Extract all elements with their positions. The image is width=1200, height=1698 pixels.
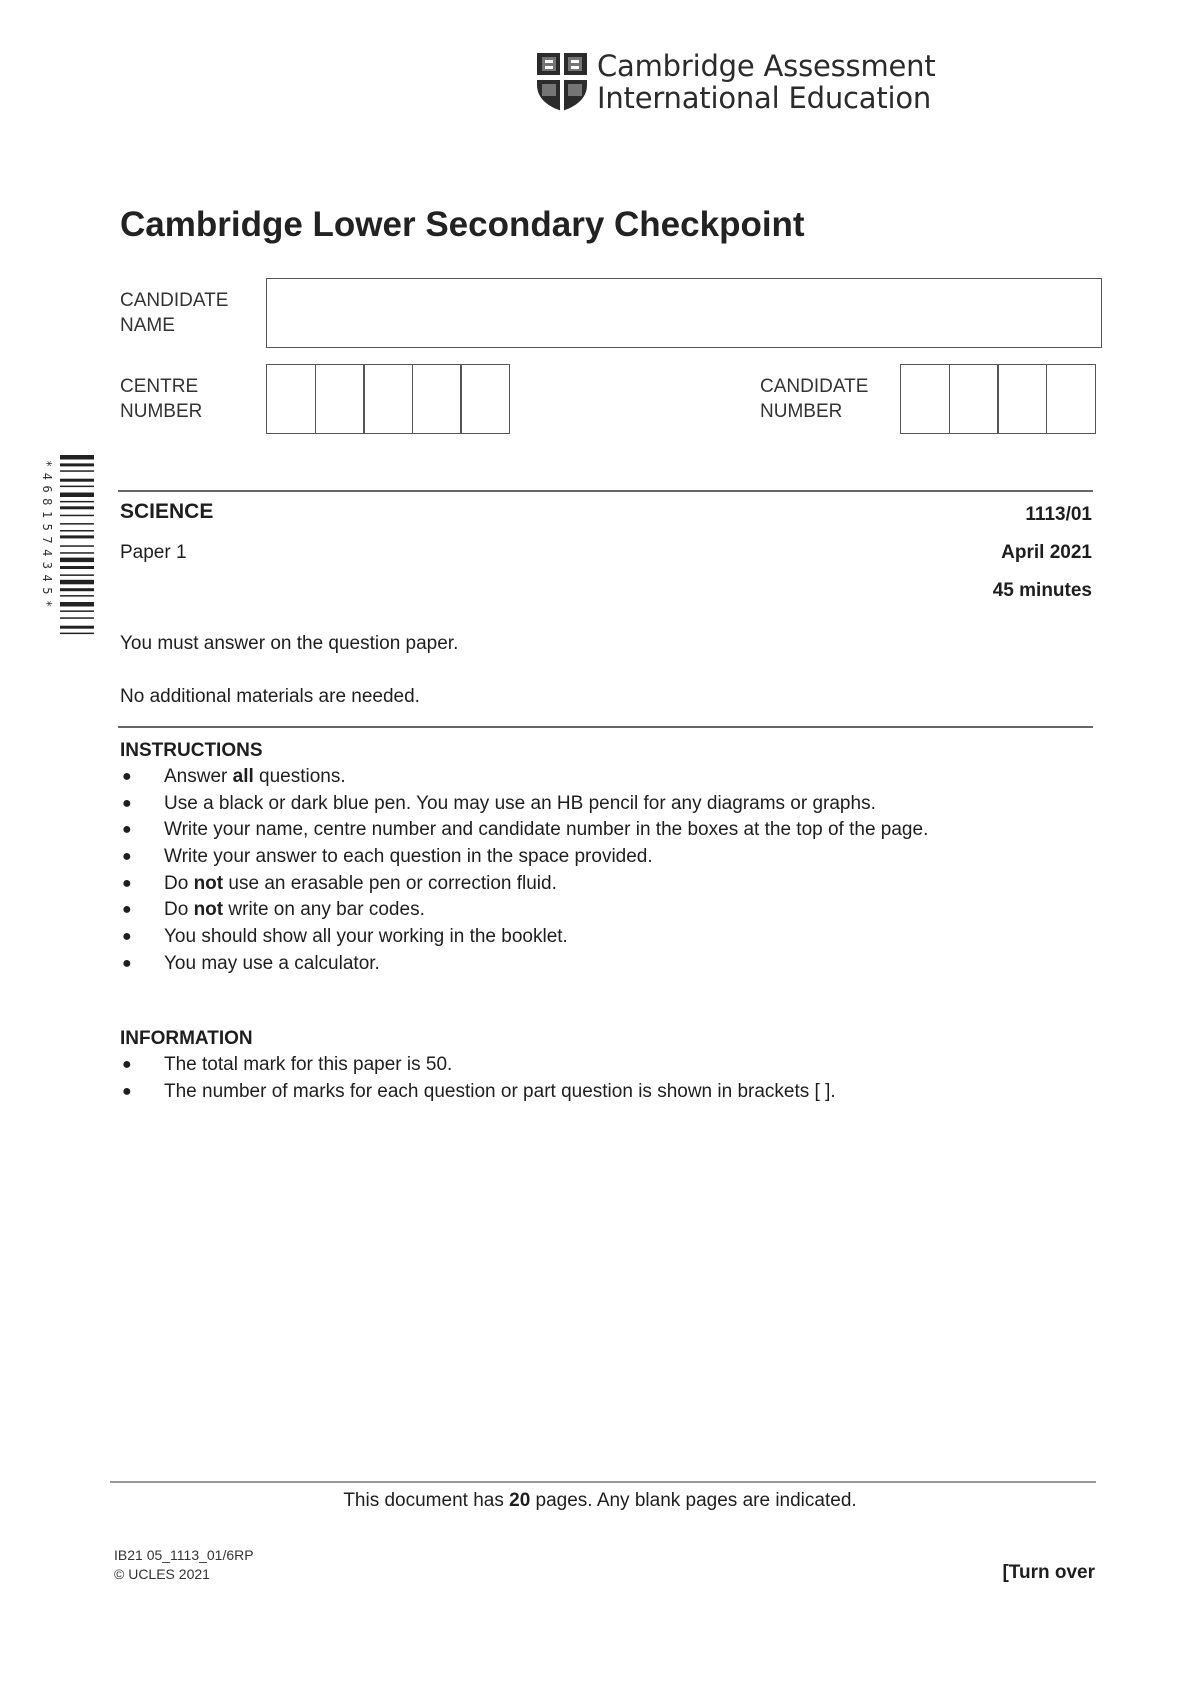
document-reference (114, 1546, 254, 1584)
barcode-bar (60, 626, 94, 629)
bullet-icon: ● (122, 848, 132, 866)
cambridge-logo (535, 50, 936, 114)
candidate-number-boxes[interactable] (900, 364, 1096, 434)
barcode-icon (38, 455, 98, 685)
paper-number: Paper 1 (120, 542, 187, 563)
centre-number-cell[interactable] (412, 364, 462, 434)
page-count-post: pages. Any blank pages are indicated. (530, 1490, 857, 1511)
barcode-bar (60, 580, 94, 585)
page-count-number: 20 (509, 1490, 531, 1511)
exam-date: April 2021 (1001, 542, 1092, 563)
exam-duration: 45 minutes (992, 580, 1092, 601)
instructions-item (120, 817, 928, 844)
page-count-note (0, 1490, 1200, 1512)
answer-on-paper-note: You must answer on the question paper. (120, 633, 459, 654)
instructions-heading: INSTRUCTIONS (120, 740, 263, 761)
barcode-bar (60, 479, 94, 482)
barcode-bar (60, 588, 94, 591)
bullet-icon: ● (122, 901, 132, 919)
information-item-text: The number of marks for each question or part question is shown in brackets [ ]. (164, 1080, 836, 1102)
instructions-item (120, 844, 928, 871)
barcode-bar (60, 558, 94, 563)
information-heading: INFORMATION (120, 1028, 253, 1049)
barcode-bar (60, 610, 94, 612)
candidate-number-cell[interactable] (997, 364, 1047, 434)
information-item (120, 1052, 836, 1079)
candidate-number-cell[interactable] (949, 364, 999, 434)
candidate-name-label (120, 288, 228, 338)
candidate-number-label-line-2: NUMBER (760, 401, 843, 422)
cambridge-shield-icon (535, 51, 589, 113)
instructions-item (120, 897, 928, 924)
copyright: © UCLES 2021 (114, 1566, 210, 1582)
turn-over: [Turn over (1002, 1562, 1095, 1583)
barcode-bar (60, 463, 94, 466)
barcode-bar (60, 523, 94, 525)
instructions-item-text: Write your answer to each question in the space provided. (164, 846, 653, 868)
divider-top (118, 490, 1093, 492)
barcode-bar (60, 470, 94, 472)
candidate-name-label-line-1: CANDIDATE (120, 290, 229, 311)
centre-number-boxes[interactable] (266, 364, 510, 434)
bullet-icon: ● (122, 768, 132, 785)
bullet-icon: ● (122, 1056, 132, 1073)
bullet-icon: ● (122, 794, 132, 812)
information-item (120, 1079, 836, 1106)
barcode-bar (60, 566, 94, 569)
centre-number-cell[interactable] (363, 364, 413, 434)
barcode-bar (60, 501, 94, 503)
barcode-bar (60, 595, 94, 597)
barcode-bar (60, 545, 94, 547)
candidate-number-cell[interactable] (1046, 364, 1096, 434)
bullet-icon: ● (122, 874, 132, 892)
centre-number-cell[interactable] (460, 364, 510, 434)
centre-number-label-line-1: CENTRE (120, 376, 199, 397)
page-title: Cambridge Lower Secondary Checkpoint (120, 205, 805, 244)
barcode-bar (60, 633, 94, 635)
candidate-name-label-line-2: NAME (120, 315, 175, 336)
barcode-bar (60, 493, 94, 498)
bullet-icon: ● (122, 1082, 132, 1100)
barcode-bar (60, 515, 94, 517)
divider-footer (110, 1481, 1096, 1483)
candidate-name-box[interactable] (266, 278, 1102, 348)
instructions-item-text: Use a black or dark blue pen. You may use an HB pencil for any diagrams or graphs. (164, 792, 876, 814)
barcode-bar (60, 530, 94, 532)
no-materials-note: No additional materials are needed. (120, 686, 420, 707)
centre-number-cell[interactable] (266, 364, 316, 434)
centre-number-label (120, 374, 202, 424)
subject-name: SCIENCE (120, 500, 214, 523)
bullet-icon: ● (122, 954, 132, 972)
barcode-bar (60, 602, 94, 607)
instructions-item (120, 764, 928, 791)
centre-number-cell[interactable] (315, 364, 365, 434)
instructions-item-text: You may use a calculator. (164, 952, 380, 974)
page-count-pre: This document has (343, 1490, 510, 1511)
barcode-bar (60, 535, 94, 538)
instructions-item (120, 871, 928, 898)
barcode-bar (60, 552, 94, 554)
instructions-item-text: Write your name, centre number and candidate number in the boxes at the top of the page. (164, 819, 929, 841)
instructions-item (120, 951, 928, 978)
barcode-bar (60, 617, 94, 619)
barcode-bar (60, 486, 94, 488)
barcode-bar (60, 455, 94, 460)
information-item-text: The total mark for this paper is 50. (164, 1054, 453, 1075)
bullet-icon: ● (122, 928, 132, 946)
information-list (120, 1052, 836, 1105)
barcode-bar (60, 574, 94, 576)
instructions-item-text: You should show all your working in the booklet. (164, 926, 568, 948)
centre-number-label-line-2: NUMBER (120, 401, 203, 422)
candidate-number-cell[interactable] (900, 364, 950, 434)
logo-line-2: International Education (597, 81, 932, 115)
barcode-bar (60, 506, 94, 509)
instructions-item-text: Do not use an erasable pen or correction fluid. (164, 872, 557, 894)
candidate-number-label (760, 374, 868, 424)
candidate-number-label-line-1: CANDIDATE (760, 376, 869, 397)
barcode-text: *4681574345* (40, 460, 54, 613)
divider-middle (118, 726, 1093, 728)
instructions-list (120, 764, 928, 978)
bullet-icon: ● (122, 821, 132, 839)
instructions-item-text: Do not write on any bar codes. (164, 899, 425, 921)
instructions-item (120, 924, 928, 951)
instructions-item (120, 791, 928, 818)
paper-code: 1113/01 (1025, 504, 1092, 525)
reference-code: IB21 05_1113_01/6RP (114, 1547, 254, 1563)
logo-line-1: Cambridge Assessment (597, 49, 936, 83)
instructions-item-text: Answer all questions. (164, 766, 346, 787)
